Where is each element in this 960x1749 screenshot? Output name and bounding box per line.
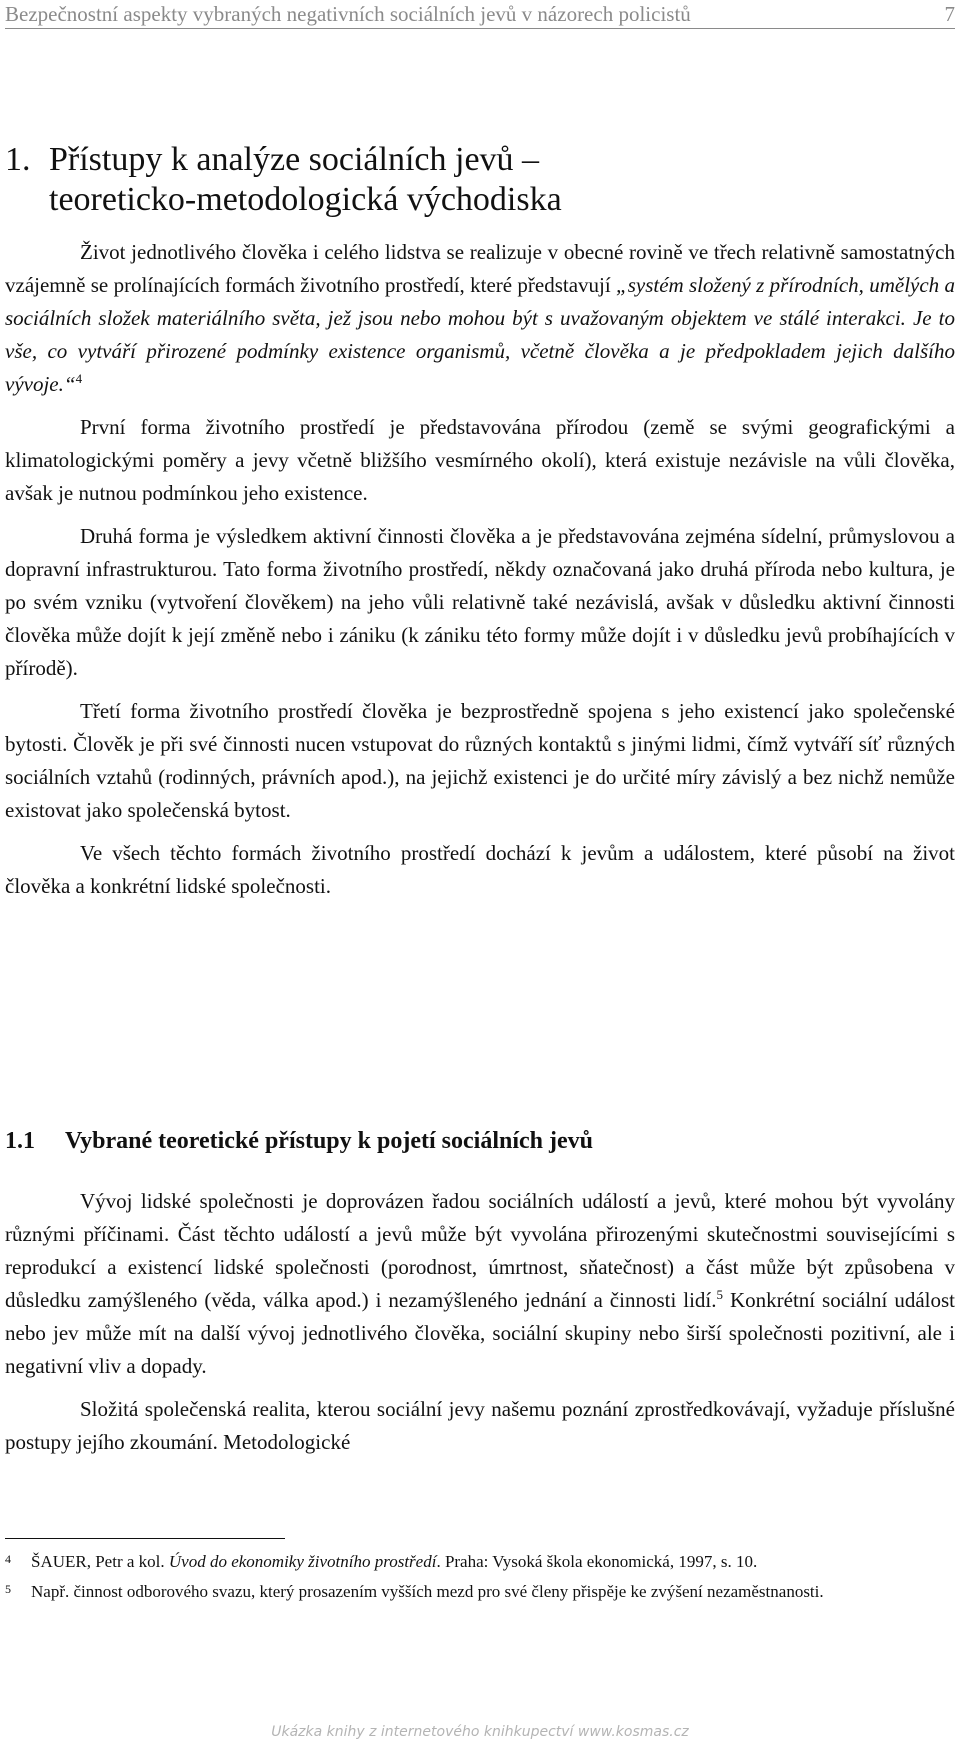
page-number: 7	[944, 2, 955, 26]
paragraph-2: První forma životního prostředí je představována přírodou (země se svými geografickými a klimatologickými poměry a jevy včetně bližšího vesmírného okolí), která existuje nezávisle na vůli člověka, avšak je nutnou podmínkou jeho existence.	[5, 415, 955, 505]
paragraph-4: Třetí forma životního prostředí člověka je bezprostředně spojena s jeho existencí jako společenské bytosti. Člověk je při své činnosti nucen vstupovat do různých kontaktů s jinými lidmi, čímž vytváří síť různých sociálních vztahů (rodinných, právních apod.), na jejichž existenci je do určité míry závislý a bez nichž nemůže existovat jako společenská bytost.	[5, 699, 955, 822]
footnote-ref-5[interactable]: 5	[716, 1287, 724, 1302]
chapter-number: 1.	[5, 141, 31, 178]
chapter-title-line1: Přístupy k analýze sociálních jevů –	[49, 141, 540, 178]
quotation-part-2: Je to vše, co vytváří přirozené podmínky existence organismů, včetně člověka a je předpokladem jejich dalšího vývoje.	[5, 306, 955, 396]
section-heading	[5, 1126, 593, 1156]
paragraph-5: Ve všech těchto formách životního prostředí dochází k jevům a událostem, které působí na život člověka a konkrétní lidské společnosti.	[5, 841, 955, 898]
section-title: Vybrané teoretické přístupy k pojetí sociálních jevů	[65, 1128, 593, 1154]
chapter-heading	[5, 140, 905, 220]
footnote-text: Např. činnost odborového svazu, který prosazením vyšších mezd pro své členy přispěje ke zvýšení nezaměstnanosti.	[31, 1582, 824, 1601]
footnote-separator	[5, 1538, 285, 1539]
quotation-part-1: „systém složený z přírodních, umělých a sociálních složek materiálního světa, jež jsou nebo mohou být s uvažovaným objektem ve stálé interakci.	[5, 273, 955, 330]
running-header	[5, 0, 955, 29]
footnote-ref-4[interactable]: 4	[75, 371, 83, 386]
chapter-body	[5, 236, 955, 903]
footnote-4	[5, 1549, 935, 1575]
footnote-mark: 4	[5, 1552, 11, 1566]
paragraph-1	[5, 236, 955, 401]
paragraph-3: Druhá forma je výsledkem aktivní činnosti člověka a je představována zejména sídelní, průmyslovou a dopravní infrastrukturou. Tato forma životního prostředí, někdy označovaná jako druhá příroda nebo kultura, je po svém vzniku (vytvoření člověkem) na jeho vůli relativně také nezávislá, avšak v důsledku aktivní činnosti člověka může dojít k její změně nebo i zániku (k zániku této formy může dojít i v důsledku jevů probíhajících v přírodě).	[5, 524, 955, 680]
paragraph-1-text: Život jednotlivého člověka i celého lidstva se realizuje v obecné rovině ve třech relativně samostatných vzájemně se prolínajících formách životního prostředí, které představují	[5, 240, 955, 297]
section-body	[5, 1185, 955, 1459]
paragraph-7: Složitá společenská realita, kterou sociální jevy našemu poznání zprostředkovávají, vyžaduje příslušné postupy jejího zkoumání. Metodologické	[5, 1397, 955, 1454]
quotation-space	[906, 306, 913, 330]
paragraph-6	[5, 1185, 955, 1383]
chapter-title-line2: teoreticko-metodologická východiska	[49, 181, 562, 218]
paragraph-6-text: Vývoj lidské společnosti je doprovázen řadou sociálních událostí a jevů, které mohou být vyvolány různými příčinami. Část těchto událostí a jevů může být vyvolána přirozenými skutečnostmi souvisejícími s reprodukcí a existencí lidské společnosti (porodnost, úmrtnost, sňatečnost) a část může být způsobena v důsledku zamýšleného (věda, válka apod.) i nezamýšleného jednání a činnosti lidí.	[5, 1189, 955, 1312]
footnote-text: ŠAUER, Petr a kol.	[31, 1552, 169, 1571]
footnote-5	[5, 1579, 935, 1605]
paragraph-6-continuation: Konkrétní sociální událost nebo jev může mít na další vývoj jednotlivého člověka, sociální skupiny nebo širší společnosti pozitivní, ale i negativní vliv a dopady.	[5, 1288, 955, 1378]
footnote-text-end: . Praha: Vysoká škola ekonomická, 1997, s. 10.	[436, 1552, 758, 1571]
running-header-title: Bezpečnostní aspekty vybraných negativních sociálních jevů v názorech policistů	[5, 2, 691, 26]
footnote-book-title: Úvod do ekonomiky životního prostředí	[168, 1552, 437, 1571]
section-number: 1.1	[5, 1128, 35, 1154]
footnote-mark: 5	[5, 1582, 11, 1596]
quotation-close: “	[63, 372, 76, 396]
footnotes	[5, 1549, 935, 1609]
watermark: Ukázka knihy z internetového knihkupectví www.kosmas.cz	[271, 1724, 689, 1740]
